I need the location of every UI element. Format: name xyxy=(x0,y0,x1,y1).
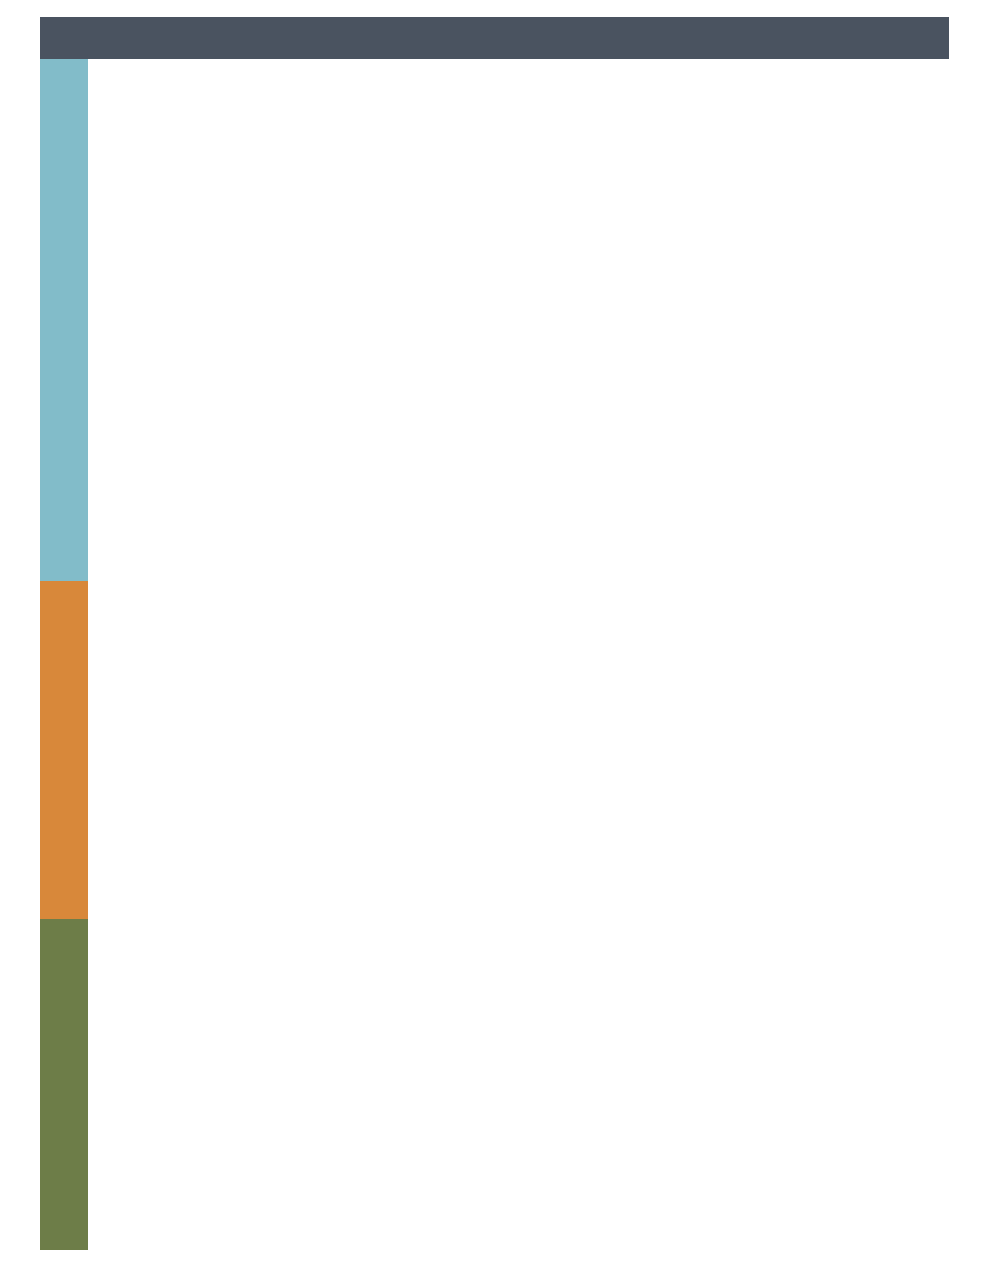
table-body xyxy=(88,59,949,1250)
band-implications xyxy=(40,581,88,919)
header-advanced xyxy=(583,17,949,59)
header-spacer xyxy=(40,17,88,59)
water-disclosure-table xyxy=(40,17,949,1250)
header-basic xyxy=(262,17,583,59)
header-subsection xyxy=(88,17,262,59)
band-current-state xyxy=(40,59,88,581)
band-response xyxy=(40,919,88,1250)
